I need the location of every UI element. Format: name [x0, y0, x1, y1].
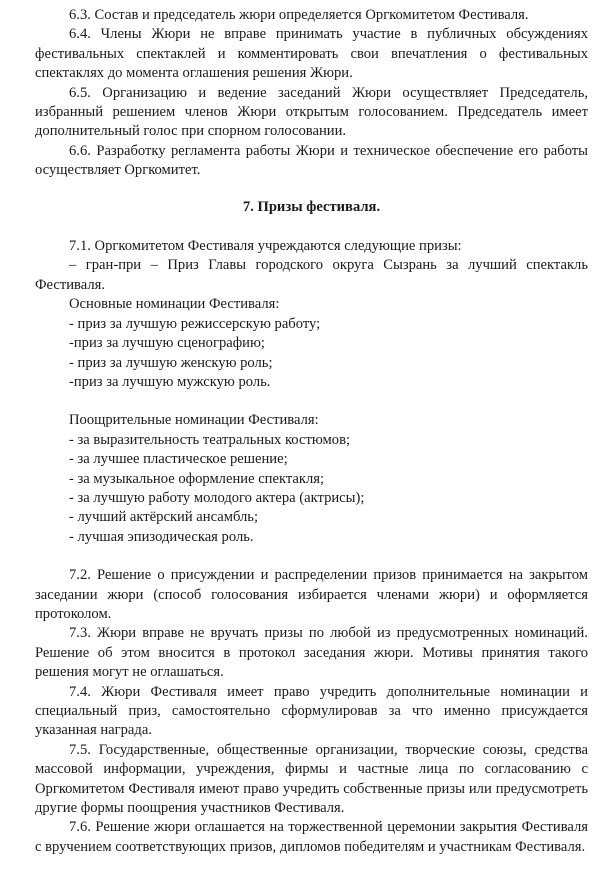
- main-nominations-list: [35, 295, 588, 392]
- list-item: - лучшая эпизодическая роль.: [69, 528, 254, 545]
- paragraph-6-4: 6.4. Члены Жюри не вправе принимать участие в публичных обсуждениях фестивальных спектаклей и комментировать свои впечатления о фестивальных спектаклях до момента оглашения решения Жюри.: [35, 26, 588, 82]
- paragraph-7-3: 7.3. Жюри вправе не вручать призы по любой из предусмотренных номинаций. Решение об этом вносится в протокол заседания жюри. Мотивы принятия такого решения могут не оглашаться.: [35, 625, 588, 681]
- paragraph-6-3: 6.3. Состав и председатель жюри определяется Оргкомитетом Фестиваля.: [69, 7, 529, 23]
- list-item: - за лучшую работу молодого актера (актрисы);: [69, 489, 365, 506]
- list-item: - за лучшее пластическое решение;: [69, 451, 288, 468]
- list-item: - лучший актёрский ансамбль;: [69, 509, 259, 526]
- list-item: -приз за лучшую сценографию;: [69, 335, 265, 352]
- paragraph-7-6: 7.6. Решение жюри оглашается на торжественной церемонии закрытия Фестиваля с вручением соответствующих призов, дипломов победителям и участникам Фестиваля.: [35, 819, 588, 855]
- list-item: -приз за лучшую мужскую роль.: [69, 373, 271, 390]
- paragraph-7-1: 7.1. Оргкомитетом Фестиваля учреждаются следующие призы:: [69, 238, 462, 255]
- list-item: - за музыкальное оформление спектакля;: [69, 470, 325, 487]
- grand-prix-item: – гран-при – Приз Главы городского округа Сызрань за лучший спектакль Фестиваля.: [35, 257, 588, 293]
- incentive-nominations-list: [35, 411, 588, 547]
- list-item: - приз за лучшую режиссерскую работу;: [69, 315, 321, 332]
- paragraph-6-5: 6.5. Организацию и ведение заседаний Жюри осуществляет Председатель, избранный решением членов Жюри открытым голосованием. Председатель имеет дополнительный голос при спорном голосовании.: [35, 84, 588, 140]
- spacer: [35, 547, 588, 566]
- section-7-heading: 7. Призы фестиваля.: [242, 198, 381, 215]
- paragraph-7-2: 7.2. Решение о присуждении и распределении призов принимается на закрытом заседании жюри (способ голосования избирается членами жюри) и оформляется протоколом.: [35, 567, 588, 622]
- main-nominations-title: Основные номинации Фестиваля:: [69, 296, 280, 313]
- spacer: [35, 392, 588, 411]
- paragraph-6-6: 6.6. Разработку регламента работы Жюри и техническое обеспечение его работы осуществляет Оргкомитет.: [35, 142, 588, 179]
- paragraph-7-5: 7.5. Государственные, общественные организации, творческие союзы, средства массовой информации, учреждения, фирмы и частные лица по согласованию с Оргкомитетом Фестиваля имеют право учредить собственные призы или предусмотреть другие формы поощрения участников Фестиваля.: [35, 741, 588, 817]
- incentive-nominations-title: Поощрительные номинации Фестиваля:: [69, 412, 319, 429]
- list-item: - приз за лучшую женскую роль;: [69, 354, 273, 371]
- paragraph-7-4: 7.4. Жюри Фестиваля имеет право учредить дополнительные номинации и специальный приз, самостоятельно сформулировав за что именно присуждается указанная награда.: [35, 683, 588, 739]
- list-item: - за выразительность театральных костюмов;: [69, 431, 351, 448]
